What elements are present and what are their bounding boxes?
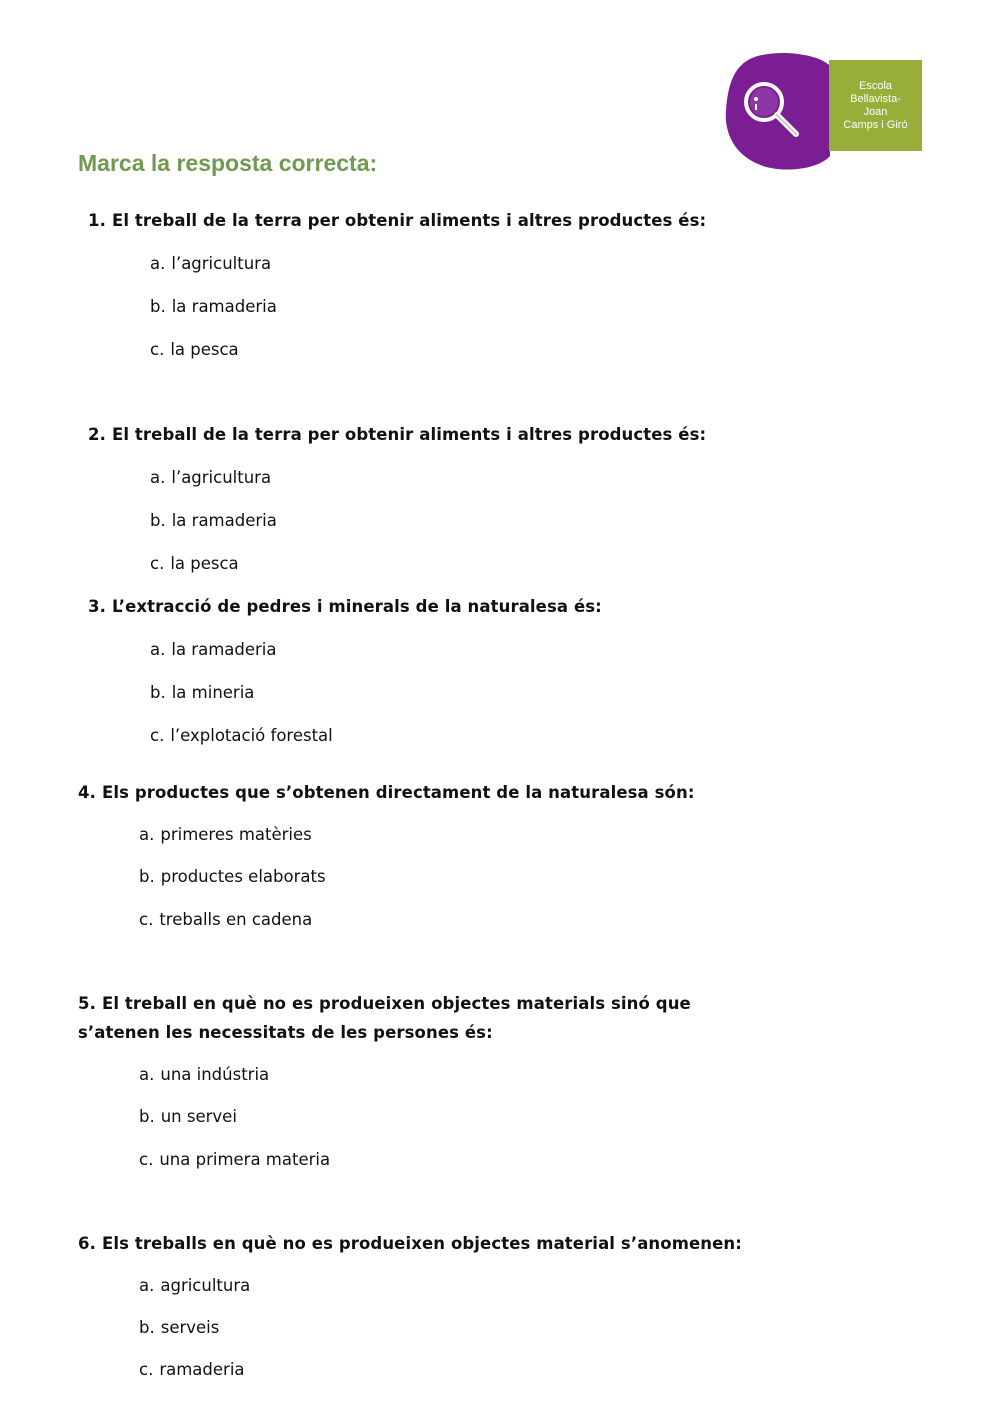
question-text-line	[88, 206, 706, 235]
option-letter: c.	[150, 554, 165, 573]
question-text-line	[78, 1229, 742, 1258]
answer-option[interactable]	[139, 1358, 245, 1382]
option-text: productes elaborats	[160, 867, 326, 886]
question-4	[78, 778, 695, 807]
option-text: la pesca	[170, 340, 239, 359]
option-letter: c.	[139, 1150, 154, 1169]
option-letter: b.	[139, 1107, 155, 1126]
option-letter: a.	[150, 468, 166, 487]
option-letter: b.	[150, 511, 166, 530]
answer-option[interactable]	[150, 638, 276, 662]
option-text: la mineria	[171, 683, 255, 702]
answer-option[interactable]	[150, 295, 277, 319]
answer-option[interactable]	[150, 338, 239, 362]
option-text: l’explotació forestal	[170, 726, 333, 745]
question-text-line	[78, 989, 691, 1018]
question-number: 4.	[78, 783, 96, 802]
option-text: la pesca	[170, 554, 239, 573]
question-3	[88, 592, 602, 621]
answer-option[interactable]	[139, 1274, 250, 1298]
answer-option[interactable]	[139, 1148, 330, 1172]
question-text-line	[88, 592, 602, 621]
answer-option[interactable]	[150, 681, 254, 705]
question-text-line	[88, 420, 706, 449]
option-text: la ramaderia	[171, 640, 277, 659]
logo-text-line: Camps i Giró	[843, 118, 908, 131]
question-number: 6.	[78, 1234, 96, 1253]
question-number: 3.	[88, 597, 106, 616]
option-text: treballs en cadena	[159, 910, 313, 929]
question-text: El treball de la terra per obtenir aliments i altres productes és:	[111, 425, 707, 444]
option-letter: b.	[139, 867, 155, 886]
option-text: serveis	[160, 1318, 220, 1337]
option-letter: c.	[150, 726, 165, 745]
option-text: ramaderia	[159, 1360, 245, 1379]
option-text: un servei	[160, 1107, 237, 1126]
answer-option[interactable]	[139, 1316, 219, 1340]
logo-text-box	[829, 60, 922, 151]
question-6	[78, 1229, 742, 1258]
option-text: primeres matèries	[160, 825, 312, 844]
option-letter: a.	[139, 825, 155, 844]
answer-option[interactable]	[150, 509, 277, 533]
answer-option[interactable]	[150, 724, 333, 748]
option-letter: c.	[139, 1360, 154, 1379]
option-letter: b.	[139, 1318, 155, 1337]
logo-text-line: Bellavista-	[850, 92, 901, 105]
answer-option[interactable]	[139, 865, 326, 889]
question-1	[88, 206, 706, 235]
option-text: la ramaderia	[171, 297, 277, 316]
question-number: 1.	[88, 211, 106, 230]
logo-text-line: Joan	[863, 105, 888, 118]
option-letter: a.	[150, 640, 166, 659]
answer-option[interactable]	[139, 1063, 269, 1087]
question-5	[78, 989, 691, 1047]
option-text: una primera materia	[159, 1150, 331, 1169]
answer-option[interactable]	[150, 466, 271, 490]
question-text-line	[78, 778, 695, 807]
option-text: l’agricultura	[171, 254, 272, 273]
option-letter: b.	[150, 683, 166, 702]
question-text-line: s’atenen les necessitats de les persones és:	[78, 1023, 493, 1042]
option-text: una indústria	[160, 1065, 270, 1084]
option-letter: a.	[139, 1276, 155, 1295]
logo-blob	[722, 52, 834, 170]
option-text: la ramaderia	[171, 511, 277, 530]
answer-option[interactable]	[139, 823, 312, 847]
school-logo	[722, 52, 924, 174]
answer-option[interactable]	[150, 252, 271, 276]
option-letter: c.	[139, 910, 154, 929]
question-number: 2.	[88, 425, 106, 444]
page-title: Marca la resposta correcta:	[78, 150, 378, 176]
option-letter: a.	[150, 254, 166, 273]
question-text: Els treballs en què no es produeixen objectes material s’anomenen:	[101, 1234, 742, 1253]
question-text: Els productes que s’obtenen directament de la naturalesa són:	[101, 783, 695, 802]
question-text: El treball en què no es produeixen objectes materials sinó que	[101, 994, 691, 1013]
answer-option[interactable]	[150, 552, 239, 576]
option-text: agricultura	[160, 1276, 251, 1295]
question-text: El treball de la terra per obtenir aliments i altres productes és:	[111, 211, 707, 230]
logo-text-line: Escola	[858, 79, 893, 92]
answer-option[interactable]	[139, 1105, 237, 1129]
option-text: l’agricultura	[171, 468, 272, 487]
answer-option[interactable]	[139, 908, 312, 932]
option-letter: a.	[139, 1065, 155, 1084]
question-2	[88, 420, 706, 449]
question-text: L’extracció de pedres i minerals de la naturalesa és:	[111, 597, 602, 616]
option-letter: c.	[150, 340, 165, 359]
option-letter: b.	[150, 297, 166, 316]
question-number: 5.	[78, 994, 96, 1013]
